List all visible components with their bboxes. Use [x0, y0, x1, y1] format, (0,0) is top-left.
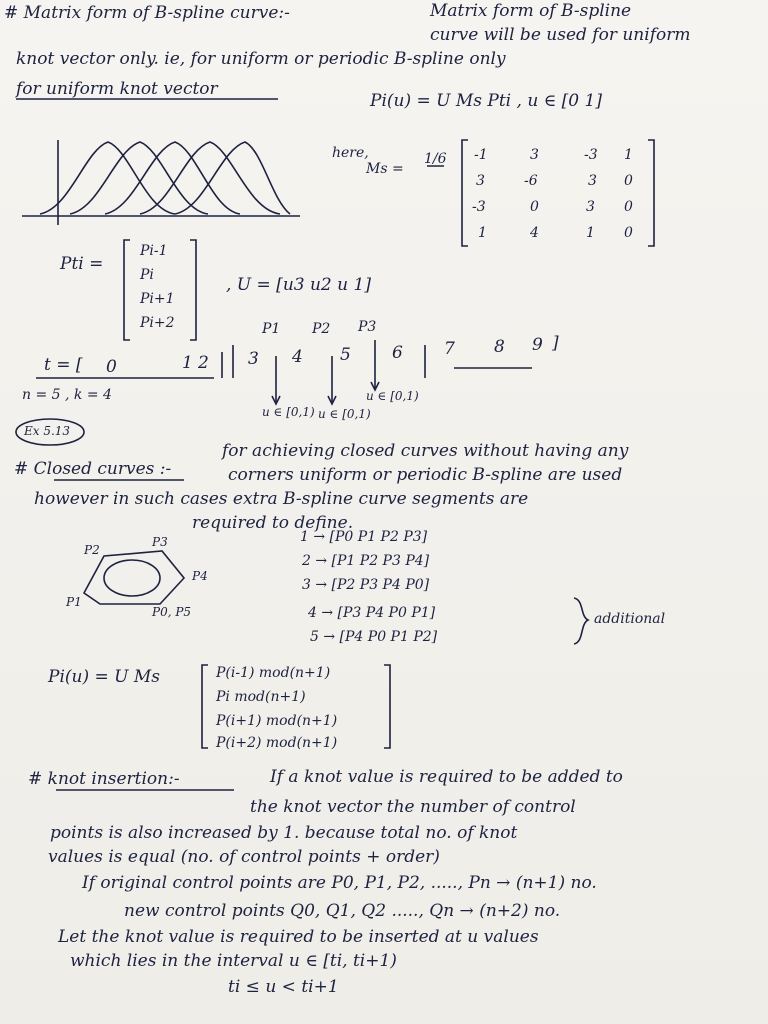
matrix-cell: 4 [530, 225, 539, 241]
closed-curves-heading: # Closed curves :- [14, 459, 172, 479]
u-vector: , U = [u3 u2 u 1] [226, 275, 371, 295]
matrix-cell: -3 [584, 147, 598, 163]
additional-note: additional [594, 611, 666, 627]
knot-vector-close: ] [552, 333, 559, 353]
matrix-cell: -1 [474, 147, 488, 163]
pti-entry: Pi-1 [140, 243, 168, 259]
knot-value: 2 [198, 353, 209, 373]
matrix-cell: 3 [476, 173, 485, 189]
pti-label: Pti = [60, 254, 104, 274]
knot-insertion-heading: # knot insertion:- [28, 769, 180, 789]
matrix-cell: 0 [530, 199, 539, 215]
knot-value: 5 [340, 345, 351, 365]
knot-p-label: P3 [358, 319, 377, 335]
knot-vector-label: t = [ [44, 355, 83, 375]
knot-value: 9 [532, 335, 543, 355]
matrix-cell: 0 [624, 225, 633, 241]
intro-line-4: for uniform knot vector [16, 79, 218, 99]
figure-label: P2 [84, 543, 100, 557]
knot-params: n = 5 , k = 4 [22, 387, 112, 403]
closed-line-2: corners uniform or periodic B-spline are used [228, 465, 623, 485]
pti-entry: Pi+2 [140, 315, 175, 331]
matrix-cell: 0 [624, 173, 633, 189]
matrix-cell: -3 [472, 199, 486, 215]
matrix-cell: 1 [624, 147, 633, 163]
interval-label: u ∈ [0,1) [318, 407, 371, 421]
matrix-cell: 3 [586, 199, 595, 215]
here-label: here, [332, 145, 369, 161]
intro-line-2: curve will be used for uniform [430, 25, 691, 45]
closed-line-3: however in such cases extra B-spline curve segments are [34, 489, 529, 509]
segment-line: 1 → [P0 P1 P2 P3] [300, 529, 428, 545]
knot-value: 0 [106, 357, 117, 377]
fraction-one-sixth: 1/6 [424, 151, 447, 167]
insertion-line: points is also increased by 1. because total no. of knot [50, 823, 518, 843]
segment-line: 2 → [P1 P2 P3 P4] [302, 553, 430, 569]
knot-value: 1 [182, 353, 193, 373]
example-id: Ex 5.13 [24, 424, 71, 438]
knot-value: 4 [292, 347, 303, 367]
figure-label: P3 [152, 535, 168, 549]
knot-value: 3 [248, 349, 259, 369]
ms-label: Ms = [366, 161, 404, 177]
closed-formula-lhs: Pi(u) = U Ms [48, 667, 161, 687]
closed-line-4: required to define. [192, 513, 354, 533]
insertion-line: Let the knot value is required to be inserted at u values [58, 927, 539, 947]
insertion-line: new control points Q0, Q1, Q2 ....., Qn → (n+2) no. [124, 901, 561, 921]
segment-line: 3 → [P2 P3 P4 P0] [302, 577, 430, 593]
pti-entry: Pi [140, 267, 154, 283]
insertion-line: If original control points are P0, P1, P2, ....., Pn → (n+1) no. [82, 873, 597, 893]
insertion-line: If a knot value is required to be added to [270, 767, 623, 787]
closed-vector-entry: P(i+1) mod(n+1) [216, 713, 338, 729]
knot-p-label: P1 [262, 321, 281, 337]
matrix-equation: Pi(u) = U Ms Pti , u ∈ [0 1] [370, 91, 602, 111]
knot-value: 6 [392, 343, 403, 363]
insertion-line: which lies in the interval u ∈ [ti, ti+1) [70, 951, 397, 971]
figure-label: P4 [192, 569, 208, 583]
matrix-cell: 1 [478, 225, 487, 241]
matrix-cell: 0 [624, 199, 633, 215]
matrix-cell: 3 [588, 173, 597, 189]
insertion-line: values is equal (no. of control points + order) [48, 847, 440, 867]
insertion-line: the knot vector the number of control [250, 797, 576, 817]
interval-label: u ∈ [0,1) [262, 405, 315, 419]
insertion-line: ti ≤ u < ti+1 [228, 977, 339, 997]
closed-line-1: for achieving closed curves without having any [222, 441, 629, 461]
closed-vector-entry: Pi mod(n+1) [216, 689, 306, 705]
knot-value: 7 [444, 339, 455, 359]
intro-line-1: Matrix form of B-spline [430, 1, 632, 21]
matrix-form-heading: # Matrix form of B-spline curve:- [4, 3, 290, 23]
figure-label: P0, P5 [152, 605, 192, 619]
figure-label: P1 [66, 595, 82, 609]
knot-value: 8 [494, 337, 505, 357]
closed-vector-entry: P(i+2) mod(n+1) [216, 735, 338, 751]
segment-line: 5 → [P4 P0 P1 P2] [310, 629, 438, 645]
matrix-cell: 3 [530, 147, 539, 163]
matrix-cell: -6 [524, 173, 538, 189]
matrix-cell: 1 [586, 225, 595, 241]
closed-vector-entry: P(i-1) mod(n+1) [216, 665, 331, 681]
segment-line: 4 → [P3 P4 P0 P1] [308, 605, 436, 621]
intro-line-3: knot vector only. ie, for uniform or periodic B-spline only [16, 49, 506, 69]
knot-p-label: P2 [312, 321, 331, 337]
pti-entry: Pi+1 [140, 291, 175, 307]
interval-label: u ∈ [0,1) [366, 389, 419, 403]
basis-function-sketch [22, 140, 300, 225]
